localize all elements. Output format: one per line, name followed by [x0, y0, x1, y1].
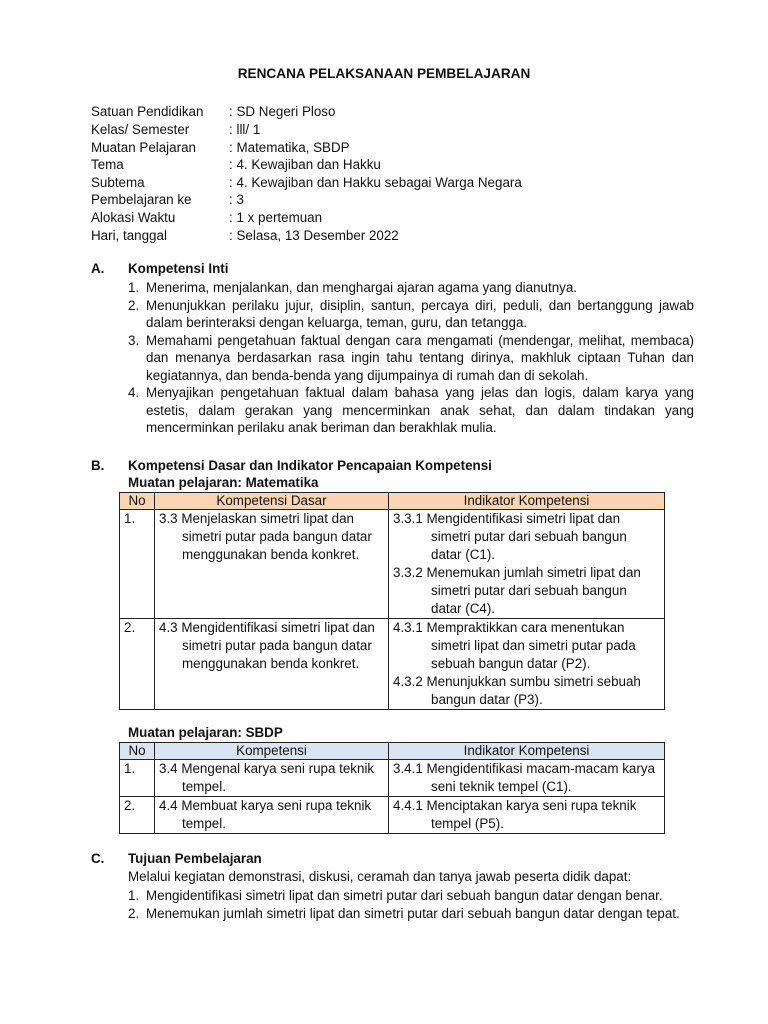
section-c-intro: Melalui kegiatan demonstrasi, diskusi, ceramah dan tanya jawab peserta didik dapat:	[128, 869, 632, 884]
tujuan-list	[128, 887, 694, 922]
row-kd: 3.3 Menjelaskan simetri lipat dan simetri putar pada bangun datar menggunakan benda konkret.	[155, 510, 389, 619]
identity-label: Kelas/ Semester	[91, 122, 190, 137]
row-kd: 3.4 Mengenal karya seni rupa teknik tempel.	[155, 760, 389, 797]
list-item: 1. Menerima, menjalankan, dan menghargai ajaran agama yang dianutnya.	[128, 280, 578, 295]
identity-value: : 1 x pertemuan	[229, 210, 323, 225]
table-row	[120, 760, 665, 797]
header-no: No	[120, 743, 155, 760]
row-indicators: 4.4.1 Menciptakan karya seni rupa teknik tempel (P5).	[389, 797, 665, 834]
header-kompetensi-dasar: Kompetensi Dasar	[155, 493, 389, 510]
table-row	[120, 797, 665, 834]
row-no: 2.	[120, 619, 155, 710]
identity-label: Tema	[91, 157, 124, 172]
section-c-title: Tujuan Pembelajaran	[128, 851, 262, 866]
identity-label: Satuan Pendidikan	[91, 104, 204, 119]
table-header-row	[120, 493, 665, 510]
list-item: 2. Menemukan jumlah simetri lipat dan simetri putar dari sebuah bangun datar dengan tepat.	[128, 905, 680, 921]
row-indicators: 3.4.1 Mengidentifikasi macam-macam karya seni teknik tempel (C1).	[389, 760, 665, 797]
row-indicators: 3.3.1 Mengidentifikasi simetri lipat dan simetri putar dari sebuah bangun datar (C1). 3.3.2 Menemukan jumlah simetri lipat dan simetri putar dari sebuah bangun datar (C4).	[389, 510, 665, 619]
list-item: 1. Mengidentifikasi simetri lipat dan simetri putar dari sebuah bangun datar dengan benar.	[128, 888, 663, 903]
row-no: 1.	[120, 760, 155, 797]
list-item: 2. Menunjukkan perilaku jujur, disiplin, santun, percaya diri, peduli, dan bertanggung jawab dalam berinteraksi dengan keluarga, teman, guru, dan tetangga.	[128, 297, 694, 330]
identity-value: : SD Negeri Ploso	[229, 104, 336, 119]
table-header-row	[120, 743, 665, 760]
row-no: 1.	[120, 510, 155, 619]
table-row	[120, 510, 665, 619]
identity-value: : 4. Kewajiban dan Hakku	[229, 157, 381, 172]
list-item: 4. Menyajikan pengetahuan faktual dalam bahasa yang jelas dan logis, dalam karya yang estetis, dalam gerakan yang mencerminkan anak sehat, dan dalam tindakan yang mencerminkan perilaku anak beriman dan berakhlak mulia.	[128, 385, 694, 435]
row-kd: 4.3 Mengidentifikasi simetri lipat dan simetri putar pada bangun datar menggunakan benda konkret.	[155, 619, 389, 710]
page-title: RENCANA PELAKSANAAN PEMBELAJARAN	[237, 66, 531, 81]
section-c-letter: C.	[91, 851, 105, 866]
sbdp-competency-table	[119, 742, 665, 834]
identity-value: : 3	[229, 192, 244, 207]
math-competency-table	[119, 492, 665, 710]
row-no: 2.	[120, 797, 155, 834]
identity-label: Muatan Pelajaran	[91, 140, 196, 155]
identity-label: Hari, tanggal	[91, 228, 167, 243]
identity-value: : Selasa, 13 Desember 2022	[229, 228, 399, 243]
header-indikator: Indikator Kompetensi	[389, 493, 665, 510]
section-a-title: Kompetensi Inti	[128, 261, 229, 276]
kompetensi-inti-list	[128, 279, 694, 437]
section-a-letter: A.	[91, 261, 105, 276]
identity-label: Subtema	[91, 175, 145, 190]
sbdp-subtitle: Muatan pelajaran: SBDP	[128, 725, 283, 740]
list-item: 3. Memahami pengetahuan faktual dengan cara mengamati (mendengar, melihat, membaca) dan menanya berdasarkan rasa ingin tahu tentang dirinya, makhluk ciptaan Tuhan dan kegiatannya, dan benda-benda yang dijumpainya di rumah dan di sekolah.	[128, 332, 694, 383]
table-row	[120, 619, 665, 710]
row-indicators: 4.3.1 Mempraktikkan cara menentukan simetri lipat dan simetri putar pada sebuah bangun datar (P2). 4.3.2 Menunjukkan sumbu simetri sebuah bangun datar (P3).	[389, 619, 665, 710]
row-kd: 4.4 Membuat karya seni rupa teknik tempel.	[155, 797, 389, 834]
identity-value: : lll/ 1	[229, 122, 261, 137]
identity-value: : 4. Kewajiban dan Hakku sebagai Warga Negara	[229, 175, 522, 190]
identity-value: : Matematika, SBDP	[229, 140, 350, 155]
identity-label: Pembelajaran ke	[91, 192, 192, 207]
section-b-letter: B.	[91, 458, 105, 473]
header-kompetensi: Kompetensi	[155, 743, 389, 760]
header-no: No	[120, 493, 155, 510]
math-subtitle: Muatan pelajaran: Matematika	[128, 475, 319, 490]
identity-label: Alokasi Waktu	[91, 210, 176, 225]
section-b-title: Kompetensi Dasar dan Indikator Pencapaian Kompetensi	[128, 458, 492, 473]
header-indikator: Indikator Kompetensi	[389, 743, 665, 760]
